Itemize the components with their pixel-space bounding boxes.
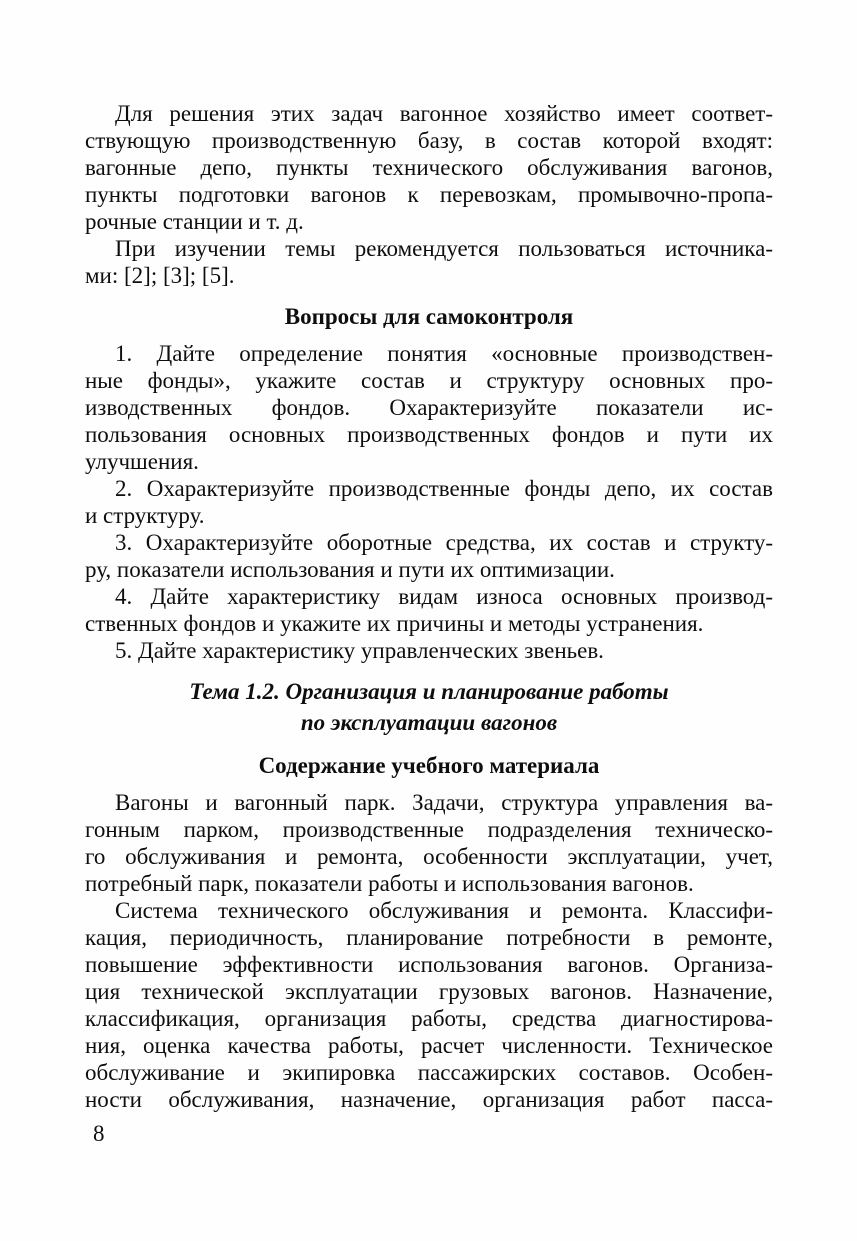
text-line: по эксплуатации вагонов bbox=[300, 710, 558, 735]
text-line: повышение эффективности использования вагонов. Организа- bbox=[85, 952, 773, 977]
text-line: пункты подготовки вагонов к перевозкам, промывочно-пропа- bbox=[85, 182, 773, 207]
text-line: Вагоны и вагонный парк. Задачи, структура управления ва- bbox=[115, 790, 773, 815]
text-line: классификация, организация работы, средства диагностирова- bbox=[85, 1006, 773, 1031]
text-line: потребный парк, показатели работы и использования вагонов. bbox=[85, 871, 694, 896]
text-line: 2. Охарактеризуйте производственные фонды депо, их состав bbox=[115, 476, 773, 501]
text-line: и структуру. bbox=[85, 503, 205, 528]
question-1 bbox=[85, 340, 773, 475]
paragraph-production-base bbox=[85, 100, 773, 235]
text-line: ния, оценка качества работы, расчет численности. Техническое bbox=[85, 1033, 773, 1058]
text-line: Для решения этих задач вагонное хозяйство имеет соответ- bbox=[115, 101, 773, 126]
paragraph-wagon-fleet bbox=[85, 789, 773, 897]
text-line: вагонные депо, пункты технического обслуживания вагонов, bbox=[85, 155, 773, 180]
text-line: гонным парком, производственные подразделения техническо- bbox=[85, 817, 773, 842]
text-line: 1. Дайте определение понятия «основные производствен- bbox=[115, 341, 773, 366]
text-line: ственных фондов и укажите их причины и методы устранения. bbox=[85, 611, 704, 636]
text-line: Вопросы для самоконтроля bbox=[284, 304, 574, 329]
page-content bbox=[85, 100, 773, 1113]
text-line: ности обслуживания, назначение, организация работ пасса- bbox=[85, 1087, 773, 1112]
question-5 bbox=[85, 637, 773, 664]
heading-tema-1-2 bbox=[85, 676, 773, 738]
text-line: 5. Дайте характеристику управленческих звеньев. bbox=[115, 638, 604, 663]
text-line: изводственных фондов. Охарактеризуйте показатели ис- bbox=[85, 395, 773, 420]
question-3 bbox=[85, 529, 773, 583]
text-line: ру, показатели использования и пути их оптимизации. bbox=[85, 557, 615, 582]
text-line: 3. Охарактеризуйте оборотные средства, их состав и структу- bbox=[115, 530, 773, 555]
heading-self-check-questions bbox=[85, 303, 773, 330]
paragraph-recommended-sources bbox=[85, 235, 773, 289]
text-line: Система технического обслуживания и ремонта. Классифи- bbox=[115, 898, 773, 923]
text-line: пользования основных производственных фондов и пути их bbox=[85, 422, 773, 447]
text-line: ми: [2]; [3]; [5]. bbox=[85, 263, 235, 288]
paragraph-maintenance-system bbox=[85, 897, 773, 1113]
text-line: го обслуживания и ремонта, особенности эксплуатации, учет, bbox=[85, 844, 773, 869]
question-2 bbox=[85, 475, 773, 529]
text-line: улучшения. bbox=[85, 449, 199, 474]
heading-study-material bbox=[85, 752, 773, 779]
text-line: ция технической эксплуатации грузовых вагонов. Назначение, bbox=[85, 979, 773, 1004]
question-4 bbox=[85, 583, 773, 637]
text-line: кация, периодичность, планирование потребности в ремонте, bbox=[85, 925, 773, 950]
text-line: ствующую производственную базу, в состав которой входят: bbox=[85, 128, 773, 153]
text-line: При изучении темы рекомендуется пользоваться источника- bbox=[115, 236, 773, 261]
text-line: 4. Дайте характеристику видам износа основных производ- bbox=[115, 584, 773, 609]
text-line: обслуживание и экипировка пассажирских составов. Особен- bbox=[85, 1060, 773, 1085]
text-line: Содержание учебного материала bbox=[258, 753, 600, 778]
page-number: 8 bbox=[93, 1121, 105, 1146]
text-line: Тема 1.2. Организация и планирование работы bbox=[189, 679, 669, 704]
text-line: рочные станции и т. д. bbox=[85, 209, 304, 234]
text-line: ные фонды», укажите состав и структуру основных про- bbox=[85, 368, 773, 393]
